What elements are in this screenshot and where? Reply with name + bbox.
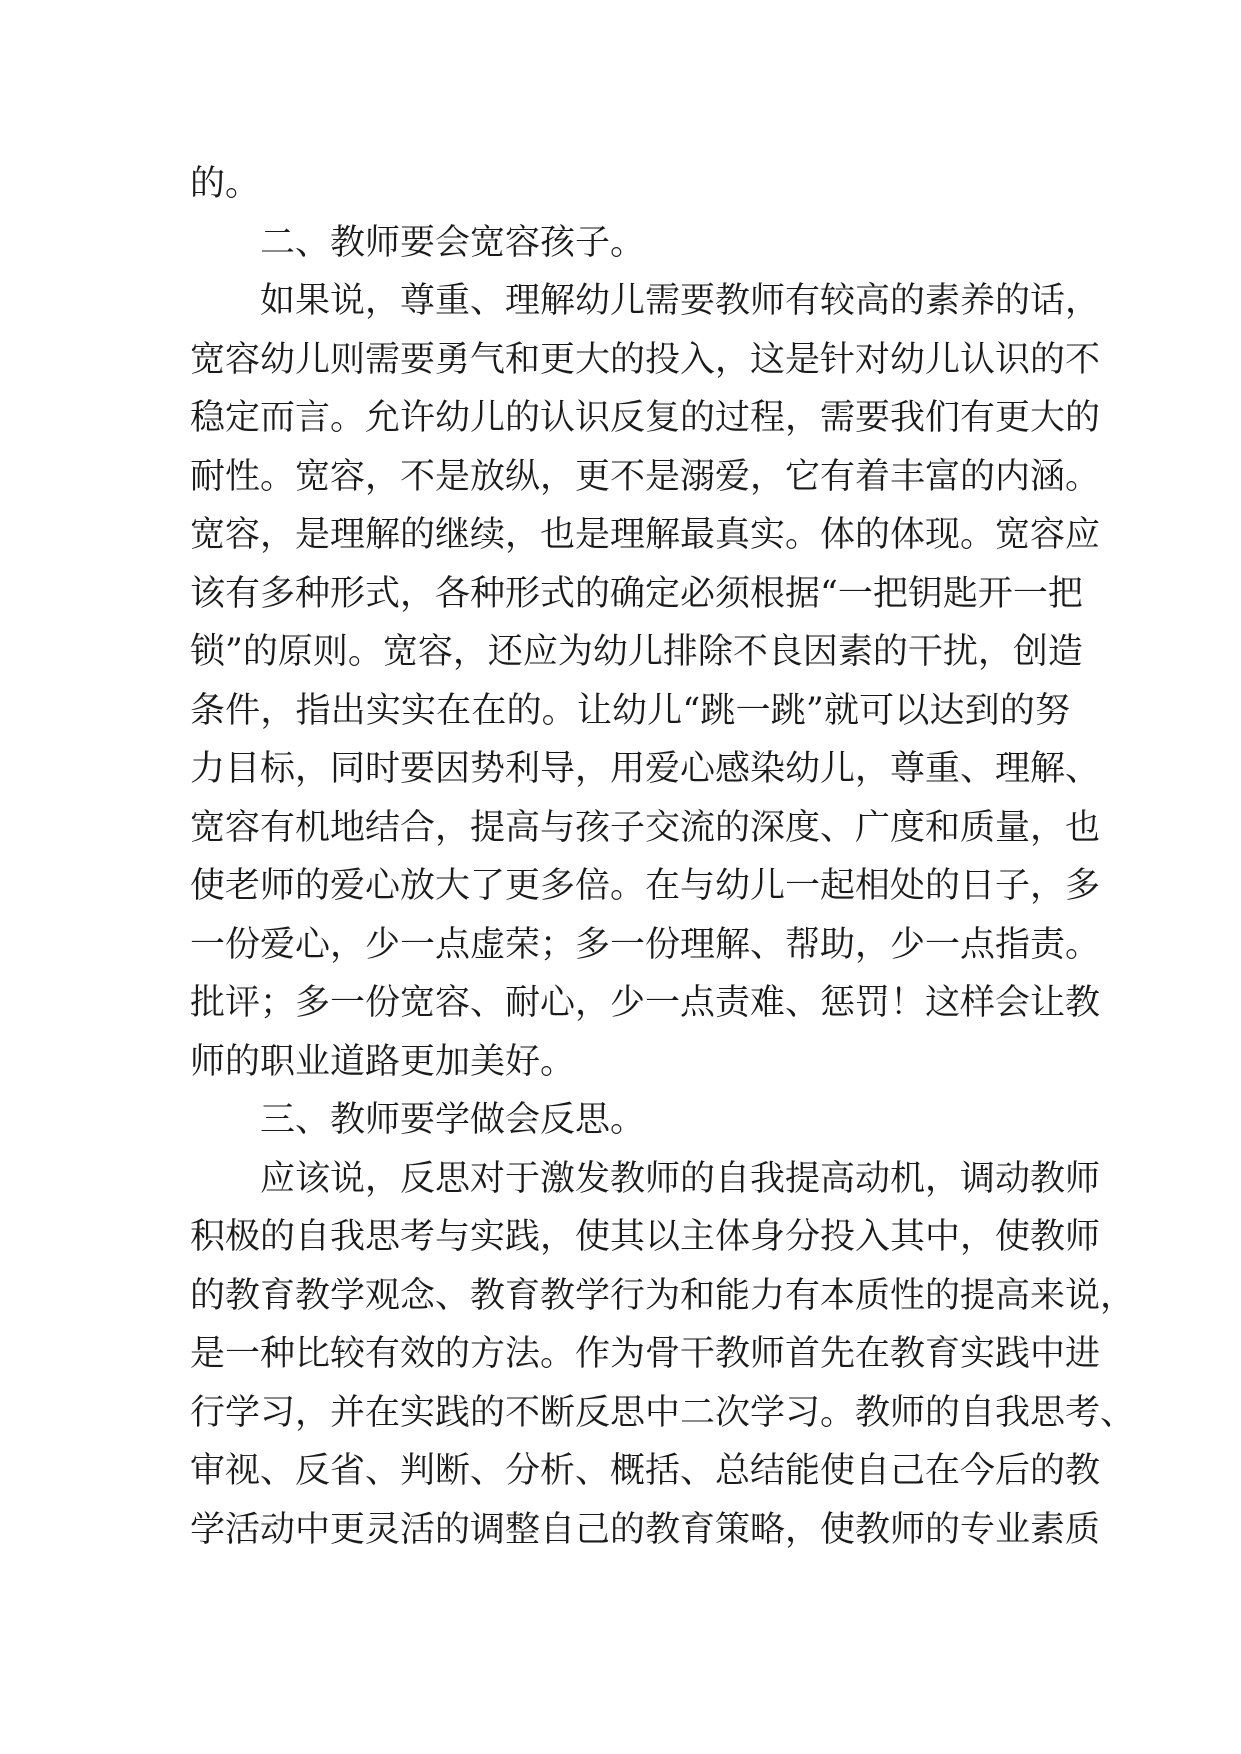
text-line: 学活动中更灵活的调整自己的教育策略，使教师的专业素质 (190, 1509, 1101, 1550)
text-line: 批评；多一份宽容、耐心，少一点责难、惩罚！这样会让教 (190, 983, 1101, 1023)
text-line: 的教育教学观念、教育教学行为和能力有本质性的提高来说， (190, 1275, 1136, 1316)
text-line: 宽容幼儿则需要勇气和更大的投入，这是针对幼儿认识的不 (190, 339, 1101, 380)
text-line: 锁”的原则。宽容，还应为幼儿排除不良因素的干扰，创造 (190, 632, 1083, 672)
text-line: 宽容，是理解的继续，也是理解最真实。体的体现。宽容应 (190, 515, 1101, 555)
text-line: 力目标，同时要因势利导，用爱心感染幼儿，尊重、理解、 (190, 749, 1101, 789)
text-line: 稳定而言。允许幼儿的认识反复的过程，需要我们有更大的 (190, 398, 1101, 438)
section-heading: 三、教师要学做会反思。 (260, 1100, 646, 1140)
text-line: 的。 (190, 164, 261, 204)
text-line: 一份爱心，少一点虚荣；多一份理解、帮助，少一点指责。 (190, 924, 1101, 965)
body-text (190, 155, 1136, 1559)
text-line: 耐性。宽容，不是放纵，更不是溺爱，它有着丰富的内涵。 (190, 456, 1101, 497)
text-line: 该有多种形式，各种形式的确定必须根据“一把钥匙开一把 (190, 573, 1083, 614)
text-line: 条件，指出实实在在的。让幼儿“跳一跳”就可以达到的努 (190, 690, 1070, 731)
text-line: 积极的自我思考与实践，使其以主体身分投入其中，使教师 (190, 1217, 1101, 1257)
text-line: 宽容有机地结合，提高与孩子交流的深度、广度和质量，也 (190, 807, 1101, 848)
text-line: 行学习，并在实践的不断反思中二次学习。教师的自我思考、 (190, 1392, 1136, 1433)
text-line: 师的职业道路更加美好。 (190, 1041, 576, 1082)
section-heading: 二、教师要会宽容孩子。 (260, 222, 646, 263)
text-line: 是一种比较有效的方法。作为骨干教师首先在教育实践中进 (190, 1334, 1101, 1374)
text-line: 审视、反省、判断、分析、概括、总结能使自己在今后的教 (190, 1451, 1101, 1491)
text-line: 使老师的爱心放大了更多倍。在与幼儿一起相处的日子，多 (190, 866, 1101, 906)
text-line: 应该说，反思对于激发教师的自我提高动机，调动教师 (260, 1158, 1101, 1199)
text-line: 如果说，尊重、理解幼儿需要教师有较高的素养的话， (260, 281, 1101, 321)
